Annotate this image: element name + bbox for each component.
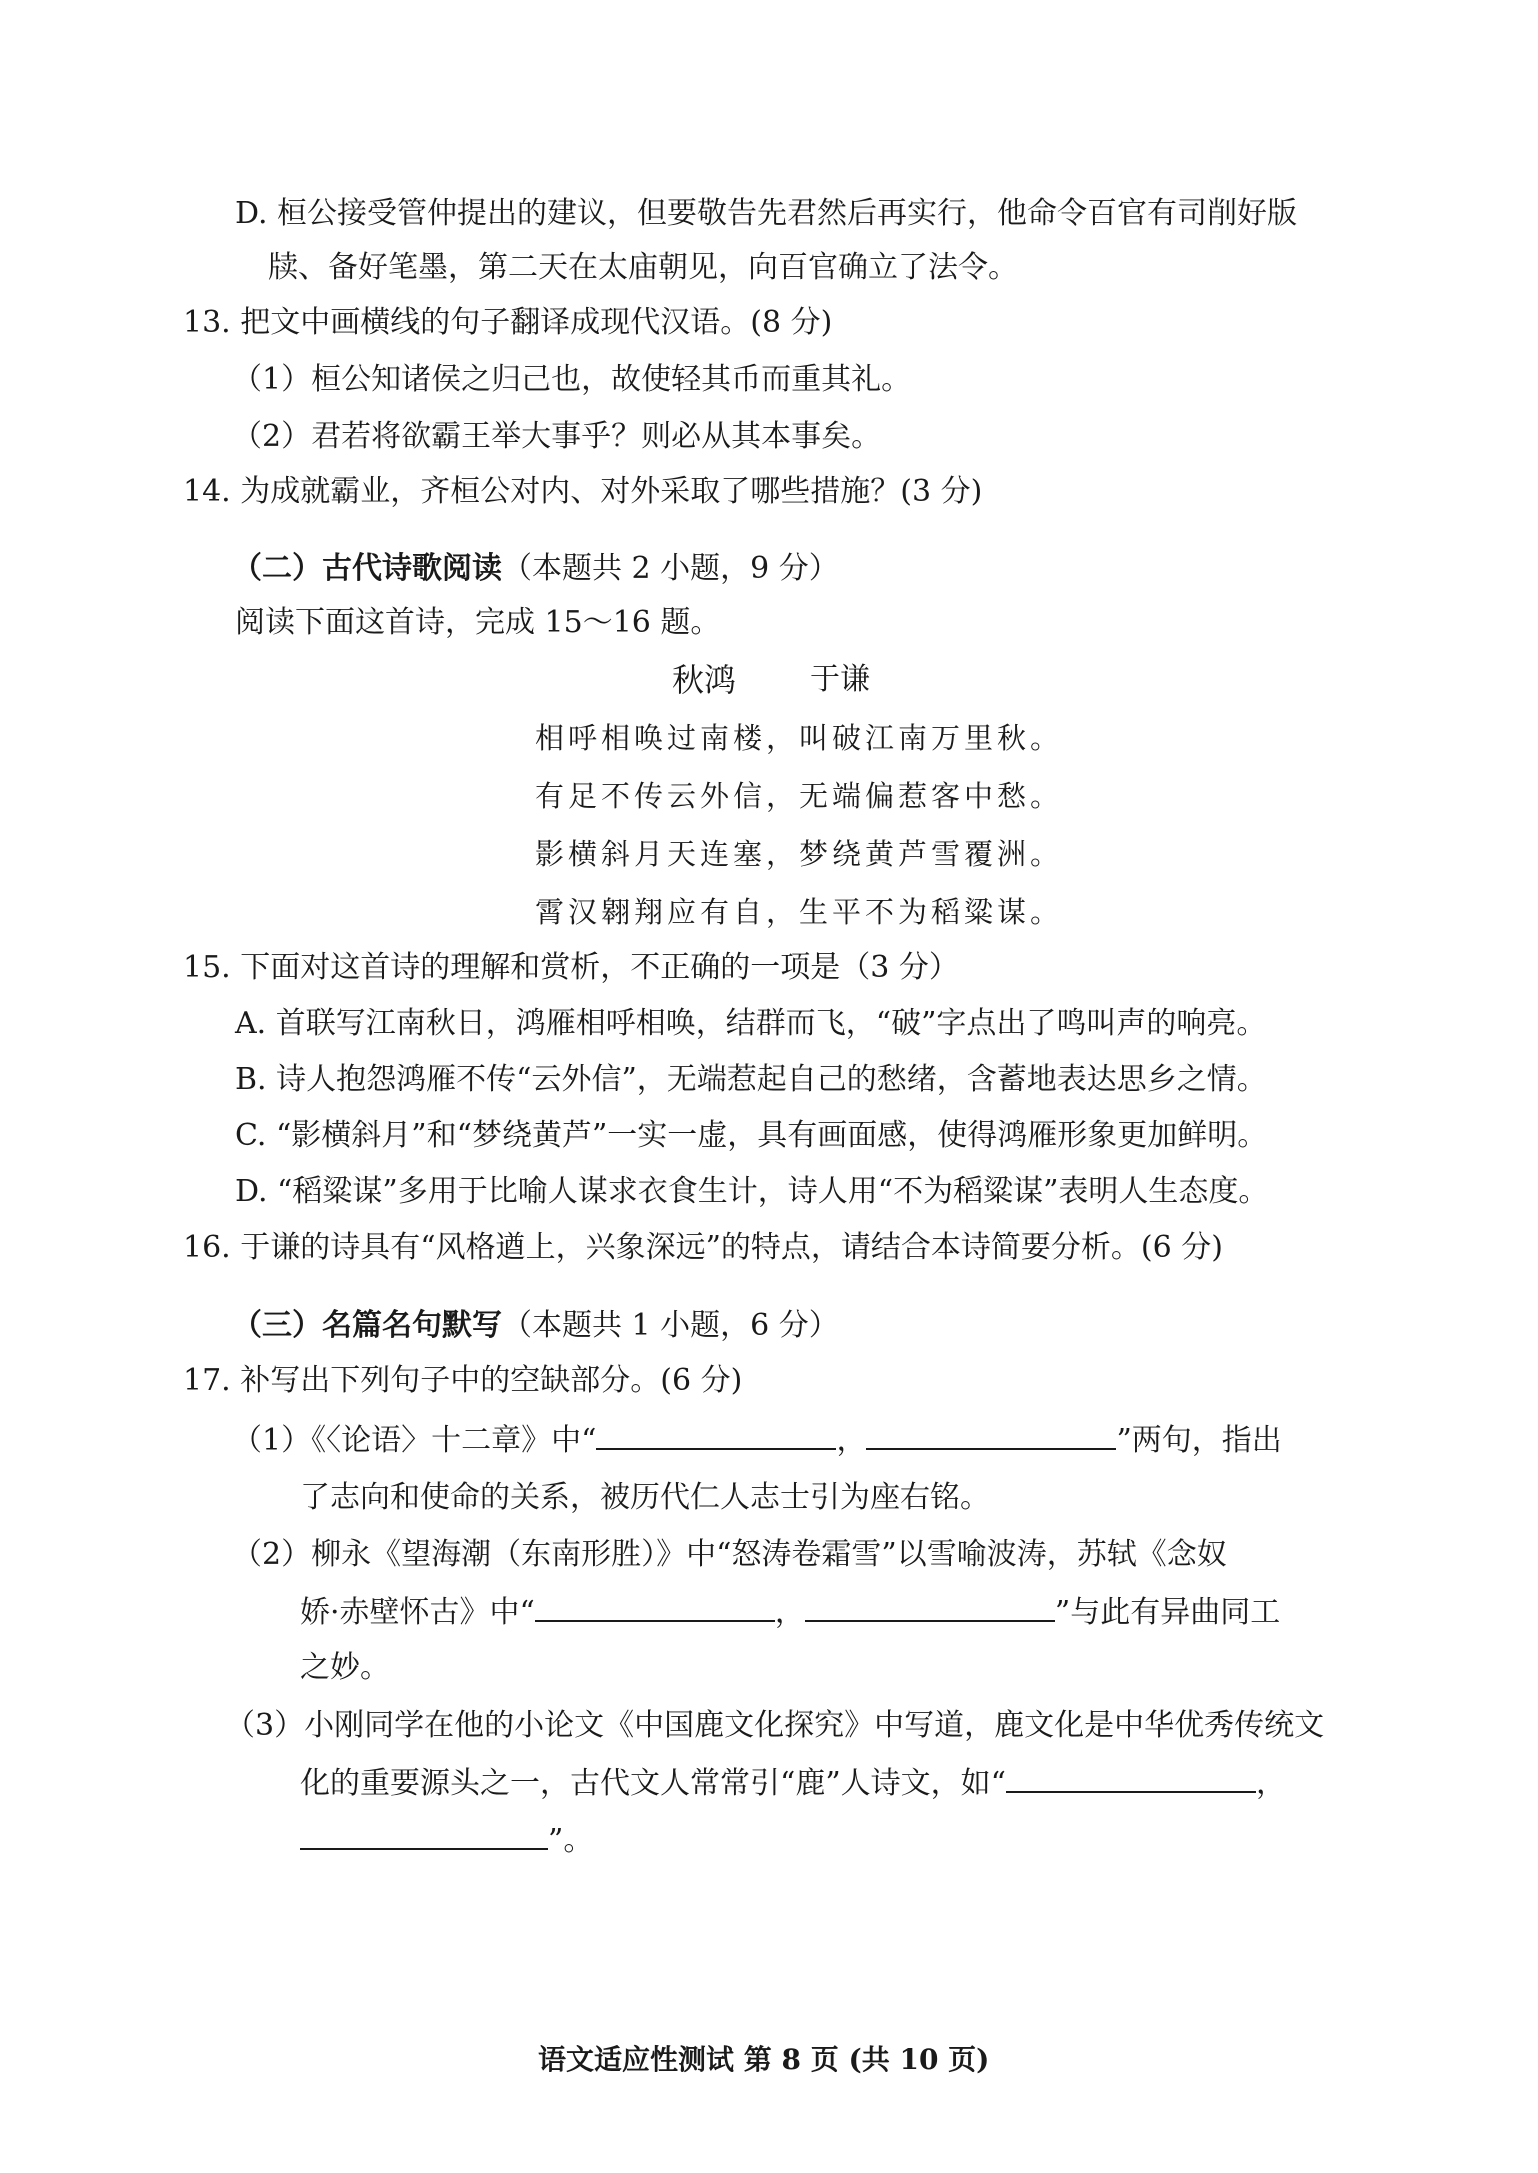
q17-item3-line3 (300, 1820, 593, 1861)
q17-item3-prefix: 化的重要源头之一，古代文人常常引“鹿”人诗文，如“ (300, 1766, 1007, 1801)
poem-line: 相呼相唤过南楼，叫破江南万里秋。 (535, 721, 1064, 755)
q13-item2: （2）君若将欲霸王举大事乎？则必从其本事矣。 (232, 419, 882, 454)
section3-info: （本题共 1 小题，6 分） (502, 1308, 839, 1343)
q16-stem: 16. 于谦的诗具有“风格遒上，兴象深远”的特点，请结合本诗简要分析。(6 分) (183, 1230, 1223, 1265)
q14-stem: 14. 为成就霸业，齐桓公对内、对外采取了哪些措施？(3 分) (183, 474, 983, 509)
poem-line: 影横斜月天连塞，梦绕黄芦雪覆洲。 (535, 837, 1064, 871)
q17-item3-line2 (300, 1763, 1286, 1804)
q15-option-c: C. “影横斜月”和“梦绕黄芦”一实一虚，具有画面感，使得鸿雁形象更加鲜明。 (235, 1118, 1268, 1153)
q17-stem: 17. 补写出下列句子中的空缺部分。(6 分) (183, 1363, 743, 1398)
q17-item1-sep: ， (836, 1423, 867, 1458)
poem-line: 有足不传云外信，无端偏惹客中愁。 (535, 779, 1064, 813)
q13-stem: 13. 把文中画横线的句子翻译成现代汉语。(8 分) (183, 305, 833, 340)
q17-item2-prefix: 娇·赤壁怀古》中“ (300, 1595, 535, 1630)
answer-blank[interactable] (1006, 1763, 1256, 1793)
q13-item1: （1）桓公知诸侯之归己也，故使轻其币而重其礼。 (232, 362, 912, 397)
section2-info: （本题共 2 小题，9 分） (502, 551, 839, 586)
section2-heading (232, 549, 839, 589)
q17-item1-prefix: （1）《〈论语〉十二章》中“ (232, 1423, 597, 1458)
answer-blank[interactable] (805, 1592, 1055, 1622)
q15-stem: 15. 下面对这首诗的理解和赏析，不正确的一项是（3 分） (183, 950, 959, 985)
q12-option-d-line2: 牍、备好笔墨，第二天在太庙朝见，向百官确立了法令。 (268, 250, 1018, 285)
q15-option-d: D. “稻粱谋”多用于比喻人谋求衣食生计，诗人用“不为稻粱谋”表明人生态度。 (235, 1174, 1269, 1209)
section2-instruction: 阅读下面这首诗，完成 15～16 题。 (235, 605, 721, 640)
answer-blank[interactable] (535, 1592, 775, 1622)
q17-item2-sep: ， (774, 1595, 805, 1630)
q17-item3-sep: ， (1256, 1766, 1287, 1801)
q17-item2-line1: （2）柳永《望海潮（东南形胜）》中“怒涛卷霜雪”以雪喻波涛，苏轼《念奴 (232, 1537, 1227, 1572)
q17-item1-line1 (232, 1420, 1282, 1461)
q17-item1-line2: 了志向和使命的关系，被历代仁人志士引为座右铭。 (300, 1480, 990, 1515)
q17-item1-suffix: ”两句，指出 (1116, 1423, 1282, 1458)
poem-author: 于谦 (810, 662, 870, 697)
section2-label: （二）古代诗歌阅读 (232, 551, 502, 586)
section3-heading (232, 1306, 839, 1346)
poem-line: 霄汉翱翔应有自，生平不为稻粱谋。 (535, 895, 1064, 929)
answer-blank[interactable] (866, 1420, 1116, 1450)
q12-option-d-line1: D. 桓公接受管仲提出的建议，但要敬告先君然后再实行，他命令百官有司削好版 (235, 196, 1298, 231)
answer-blank[interactable] (596, 1420, 836, 1450)
poem-title: 秋鸿 (672, 661, 737, 699)
q17-item3-end: ”。 (548, 1823, 594, 1858)
answer-blank[interactable] (300, 1820, 548, 1850)
section3-label: （三）名篇名句默写 (232, 1308, 502, 1343)
page-footer: 语文适应性测试 第 8 页 (共 10 页) (538, 2043, 990, 2076)
q17-item2-suffix: ”与此有异曲同工 (1054, 1595, 1281, 1630)
q15-option-a: A. 首联写江南秋日，鸿雁相呼相唤，结群而飞，“破”字点出了鸣叫声的响亮。 (235, 1006, 1267, 1041)
q17-item2-line2 (300, 1592, 1280, 1633)
q17-item2-line3: 之妙。 (300, 1650, 390, 1685)
q15-option-b: B. 诗人抱怨鸿雁不传“云外信”，无端惹起自己的愁绪，含蓄地表达思乡之情。 (235, 1062, 1267, 1097)
q17-item3-line1: （3）小刚同学在他的小论文《中国鹿文化探究》中写道，鹿文化是中华优秀传统文 (225, 1708, 1325, 1743)
